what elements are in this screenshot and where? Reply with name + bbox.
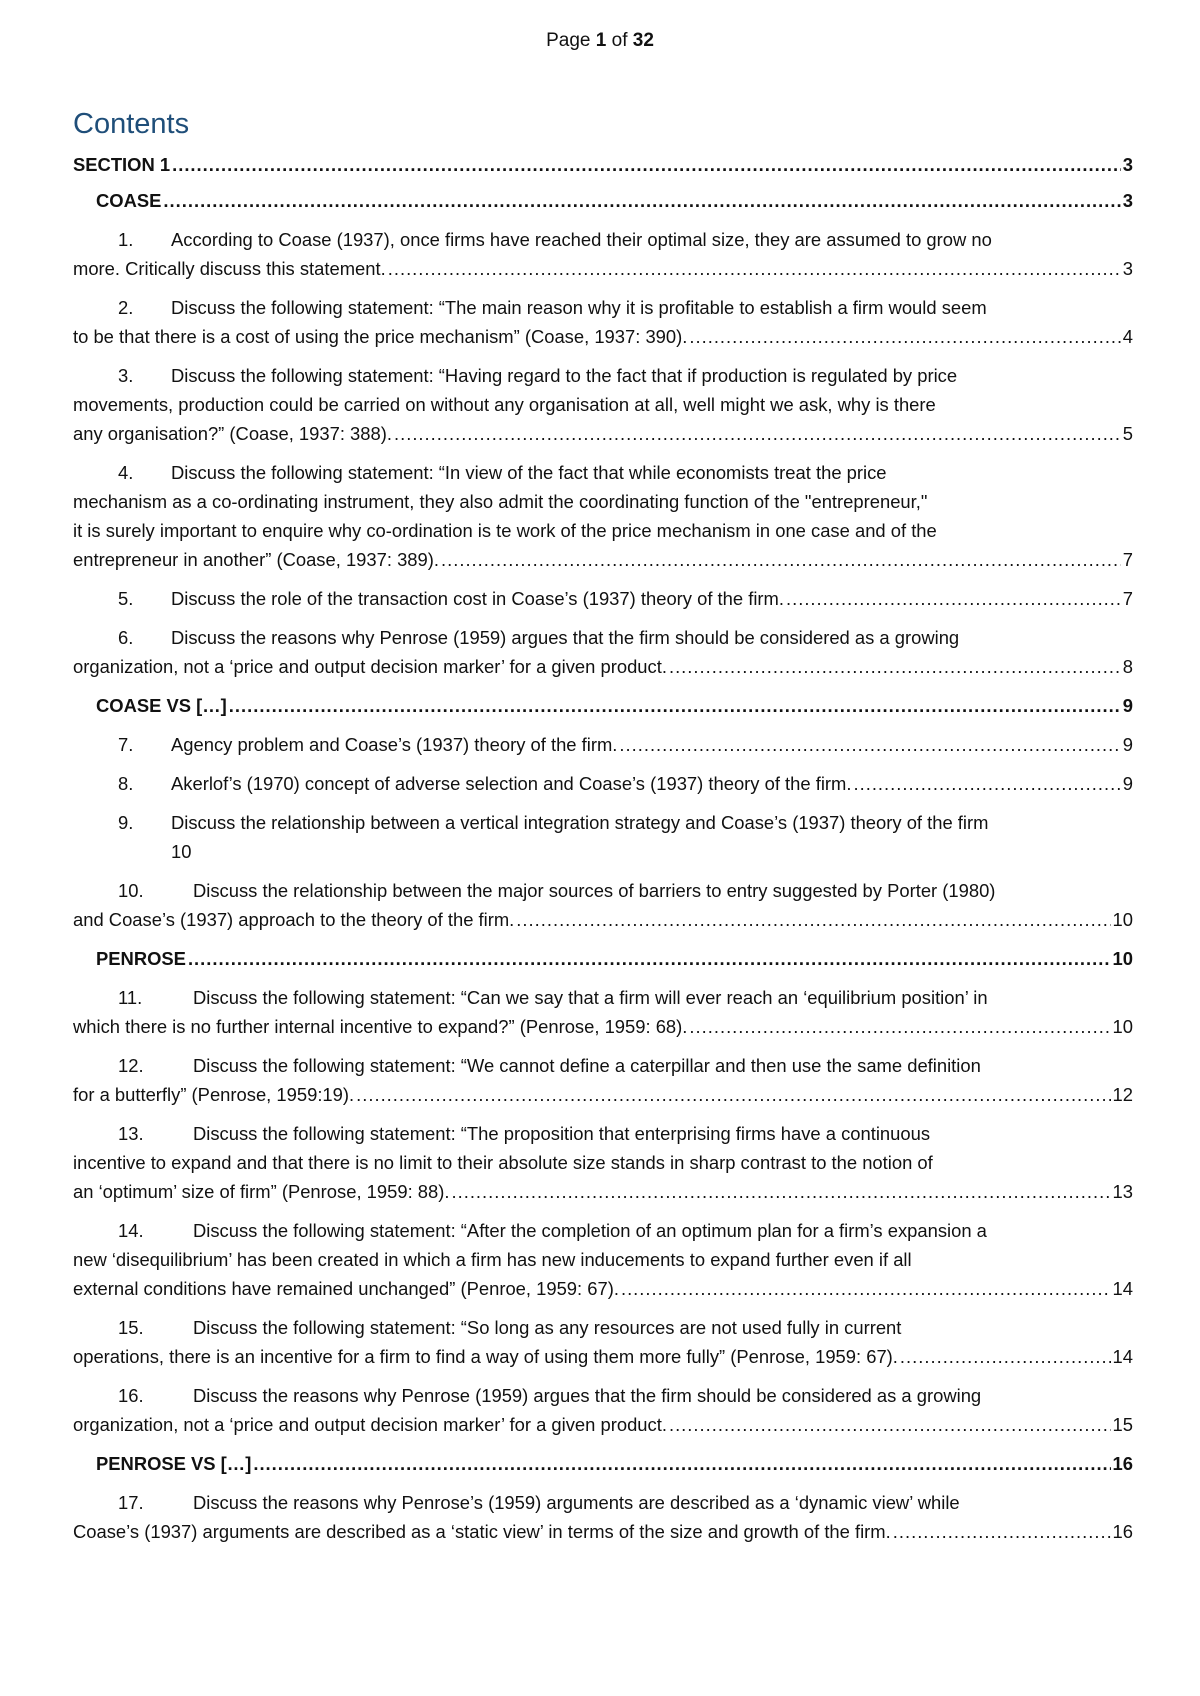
toc-penrose-vs[interactable] [73, 1449, 1133, 1478]
toc-text: Discuss the following statement: “In view of the fact that while economists treat the price [171, 462, 887, 483]
toc-text-cont: it is surely important to enquire why co-ordination is te work of the price mechanism in one case and of the [73, 520, 937, 541]
toc-page: 10 [1112, 948, 1133, 969]
toc-page: 10 [1112, 909, 1133, 930]
toc-text-cont: Coase’s (1937) arguments are described as a ‘static view’ in terms of the size and growth of the firm. [73, 1521, 891, 1542]
toc-page: 14 [1112, 1278, 1133, 1299]
toc-text-cont: an ‘optimum’ size of firm” (Penrose, 1959: 88). [73, 1181, 450, 1202]
toc-text: Agency problem and Coase’s (1937) theory of the firm. [171, 734, 618, 755]
toc-text: Akerlof’s (1970) concept of adverse selection and Coase’s (1937) theory of the firm. [171, 773, 852, 794]
toc-num: 1. [118, 229, 134, 250]
toc-page: 8 [1122, 656, 1133, 677]
toc-page: 10 [1112, 1016, 1133, 1037]
toc-item-3[interactable] [73, 361, 1133, 448]
toc-page: 9 [1122, 734, 1133, 755]
toc-page: 7 [1122, 588, 1133, 609]
toc-text: Discuss the reasons why Penrose’s (1959) arguments are described as a ‘dynamic view’ while [193, 1492, 960, 1513]
toc-num: 8. [118, 773, 134, 794]
toc-text: Discuss the following statement: “We cannot define a caterpillar and then use the same definition [193, 1055, 981, 1076]
toc-text-cont: movements, production could be carried on without any organisation at all, well might we ask, why is there [73, 394, 936, 415]
toc-num: 5. [118, 588, 134, 609]
toc-item-4[interactable] [73, 458, 1133, 574]
toc-page: 9 [1122, 695, 1133, 716]
toc-item-13[interactable] [73, 1119, 1133, 1206]
toc-penrose[interactable] [73, 944, 1133, 973]
toc-item-8[interactable] [73, 769, 1133, 798]
toc-num: 12. [118, 1055, 144, 1076]
toc-item-2[interactable] [73, 293, 1133, 351]
toc-label: COASE [96, 190, 162, 211]
toc-text-cont: any organisation?” (Coase, 1937: 388). [73, 423, 392, 444]
toc-text-cont: external conditions have remained unchanged” (Penroe, 1959: 67). [73, 1278, 619, 1299]
toc-num: 17. [118, 1492, 144, 1513]
toc-num: 13. [118, 1123, 144, 1144]
page-number-header [0, 30, 1200, 52]
toc-item-17[interactable] [73, 1488, 1133, 1546]
toc-text: Discuss the reasons why Penrose (1959) argues that the firm should be considered as a growing [193, 1385, 982, 1406]
toc-page: 5 [1122, 423, 1133, 444]
toc-item-12[interactable] [73, 1051, 1133, 1109]
toc-text: Discuss the following statement: “So long as any resources are not used fully in current [193, 1317, 902, 1338]
toc-num: 7. [118, 734, 134, 755]
toc-page: 12 [1112, 1084, 1133, 1105]
toc-item-7[interactable] [73, 730, 1133, 759]
toc-text-cont: operations, there is an incentive for a firm to find a way of using them more fully” (Penrose, 1959: 67). [73, 1346, 898, 1367]
toc-num: 9. [118, 812, 134, 833]
toc-text: Discuss the following statement: “The proposition that enterprising firms have a continuous [193, 1123, 931, 1144]
toc-item-15[interactable] [73, 1313, 1133, 1371]
toc-num: 6. [118, 627, 134, 648]
toc-num: 14. [118, 1220, 144, 1241]
toc-item-9[interactable] [73, 808, 1133, 866]
toc-page: 3 [1122, 190, 1133, 211]
toc-page: 13 [1112, 1181, 1133, 1202]
toc-page: 3 [1122, 258, 1133, 279]
toc-text: Discuss the relationship between a vertical integration strategy and Coase’s (1937) theory of the firm [171, 812, 989, 833]
toc-text-cont: for a butterfly” (Penrose, 1959:19). [73, 1084, 355, 1105]
toc-text-cont: which there is no further internal incentive to expand?” (Penrose, 1959: 68). [73, 1016, 688, 1037]
table-of-contents [73, 150, 1133, 1556]
toc-label: PENROSE VS […] [96, 1453, 252, 1474]
toc-page: 16 [1112, 1453, 1133, 1474]
toc-label: COASE VS […] [96, 695, 227, 716]
toc-section-1[interactable] [73, 150, 1133, 179]
page-of: of [606, 30, 633, 51]
toc-page: 14 [1112, 1346, 1133, 1367]
toc-item-6[interactable] [73, 623, 1133, 681]
toc-label: SECTION 1 [73, 154, 171, 175]
toc-page: 3 [1122, 154, 1133, 175]
toc-coase-vs[interactable] [73, 691, 1133, 720]
toc-coase[interactable] [73, 186, 1133, 215]
toc-page: 9 [1122, 773, 1133, 794]
toc-num: 15. [118, 1317, 144, 1338]
toc-text: Discuss the following statement: “After the completion of an optimum plan for a firm’s expansion a [193, 1220, 987, 1241]
toc-text-cont: to be that there is a cost of using the price mechanism” (Coase, 1937: 390). [73, 326, 688, 347]
toc-page: 10 [171, 841, 192, 862]
page-total: 32 [632, 30, 654, 51]
toc-text: According to Coase (1937), once firms have reached their optimal size, they are assumed to grow no [171, 229, 992, 250]
toc-text-cont: new ‘disequilibrium’ has been created in which a firm has new inducements to expand further even if all [73, 1249, 912, 1270]
toc-text-cont: more. Critically discuss this statement. [73, 258, 386, 279]
toc-label: PENROSE [96, 948, 186, 969]
toc-item-11[interactable] [73, 983, 1133, 1041]
toc-item-10[interactable] [73, 876, 1133, 934]
page-prefix: Page [546, 30, 596, 51]
toc-text-cont: entrepreneur in another” (Coase, 1937: 389). [73, 549, 439, 570]
toc-num: 10. [118, 880, 144, 901]
toc-item-16[interactable] [73, 1381, 1133, 1439]
toc-text-cont: organization, not a ‘price and output decision marker’ for a given product. [73, 656, 667, 677]
toc-text: Discuss the role of the transaction cost in Coase’s (1937) theory of the firm. [171, 588, 784, 609]
toc-text: Discuss the reasons why Penrose (1959) argues that the firm should be considered as a growing [171, 627, 960, 648]
toc-text: Discuss the following statement: “The main reason why it is profitable to establish a firm would seem [171, 297, 987, 318]
toc-page: 15 [1112, 1414, 1133, 1435]
toc-num: 16. [118, 1385, 144, 1406]
toc-text-cont: and Coase’s (1937) approach to the theory of the firm. [73, 909, 515, 930]
toc-num: 3. [118, 365, 134, 386]
toc-text-cont: mechanism as a co-ordinating instrument, they also admit the coordinating function of the "entrepreneur," [73, 491, 928, 512]
toc-item-14[interactable] [73, 1216, 1133, 1303]
toc-item-1[interactable] [73, 225, 1133, 283]
toc-page: 16 [1112, 1521, 1133, 1542]
toc-num: 2. [118, 297, 134, 318]
toc-text: Discuss the following statement: “Can we say that a firm will ever reach an ‘equilibrium position’ in [193, 987, 988, 1008]
toc-item-5[interactable] [73, 584, 1133, 613]
page-current: 1 [595, 30, 607, 51]
toc-page: 4 [1122, 326, 1133, 347]
toc-text-cont: organization, not a ‘price and output decision marker’ for a given product. [73, 1414, 667, 1435]
toc-num: 4. [118, 462, 134, 483]
toc-text: Discuss the relationship between the major sources of barriers to entry suggested by Porter (1980) [193, 880, 996, 901]
toc-page: 7 [1122, 549, 1133, 570]
toc-text: Discuss the following statement: “Having regard to the fact that if production is regulated by price [171, 365, 958, 386]
toc-text-cont: incentive to expand and that there is no limit to their absolute size stands in sharp contrast to the notion of [73, 1152, 933, 1173]
toc-num: 11. [118, 987, 143, 1008]
contents-heading: Contents [73, 108, 190, 140]
